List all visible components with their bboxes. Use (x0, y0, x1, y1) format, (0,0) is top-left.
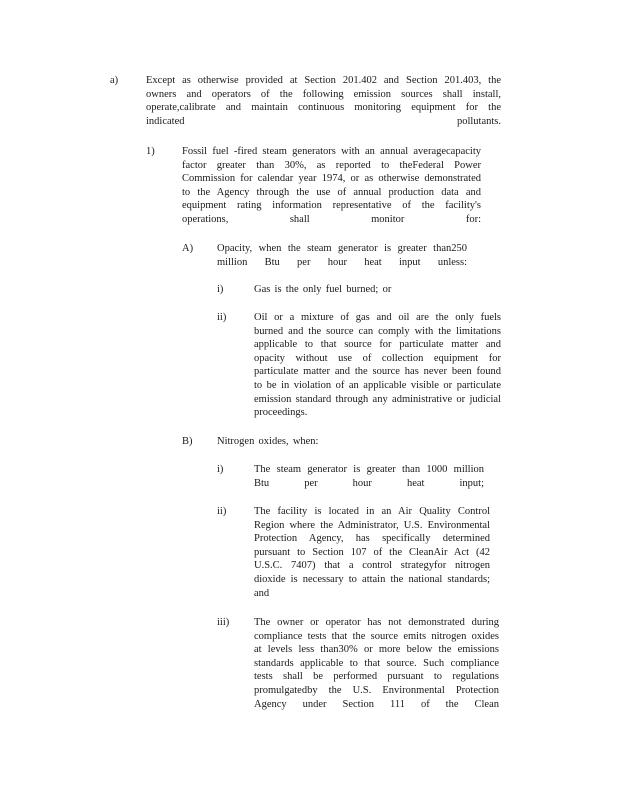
paragraph-A-ii-text: Oil or a mixture of gas and oil are the only fuels burned and the source can comply with the limitations applicable to that source for particulate matter and opacity without use of collection equipment for particulate matter and the source has never been found to be in violation of an applicable visible or particulate emission standard through any administrative or judicial proceedings. (254, 312, 501, 419)
paragraph-A-i-text: Gas is the only fuel burned; or (254, 284, 392, 295)
paragraph-1-text: Fossil fuel -fired steam generators with an annual averagecapacity factor greater than 30%, as reported to theFederal Power Commission for calendar year 1974, or as otherwise demonstrated to the Agency through the use of annual production data and equipment rating information representative of the facility's operations, shall monitor for: (182, 146, 481, 225)
paragraph-a-text: Except as otherwise provided at Section 201.402 and Section 201.403, the owners and operators of the following emission sources shall install, operate,calibrate and maintain continuous monitoring equipment for the indicated pollutants. (146, 75, 501, 127)
paragraph-B-label: B) (182, 436, 193, 447)
paragraph-B-i-label: i) (217, 464, 224, 475)
paragraph-B-iii-text: The owner or operator has not demonstrated during compliance tests that the source emits nitrogen oxides at levels less than30% or more below the emissions standards applicable to that source. Such compliance tests shall be performed pursuant to regulations promulgatedby the U.S. Environmental Protection Agency under Section 111 of the Clean (254, 617, 499, 710)
paragraph-a-label: a) (110, 75, 119, 86)
paragraph-B-iii-label: iii) (217, 617, 230, 628)
paragraph-B-ii-text: The facility is located in an Air Quality Control Region where the Administrator, U.S. Environmental Protection Agency, has specifically determined pursuant to Section 107 of the CleanAir Act (42 U.S.C. 7407) that a control strategyfor nitrogen dioxide is necessary to attain the national standards; and (254, 506, 490, 599)
paragraph-A-ii-label: ii) (217, 312, 227, 323)
paragraph-A-text: Opacity, when the steam generator is greater than250 million Btu per hour heat input unless: (217, 243, 467, 268)
paragraph-B-i-text: The steam generator is greater than 1000 million Btu per hour heat input; (254, 464, 484, 489)
paragraph-A-label: A) (182, 243, 194, 254)
paragraph-A-i-label: i) (217, 284, 224, 295)
paragraph-B-ii-label: ii) (217, 506, 227, 517)
paragraph-B-text: Nitrogen oxides, when: (217, 436, 319, 447)
paragraph-1-label: 1) (146, 146, 155, 157)
